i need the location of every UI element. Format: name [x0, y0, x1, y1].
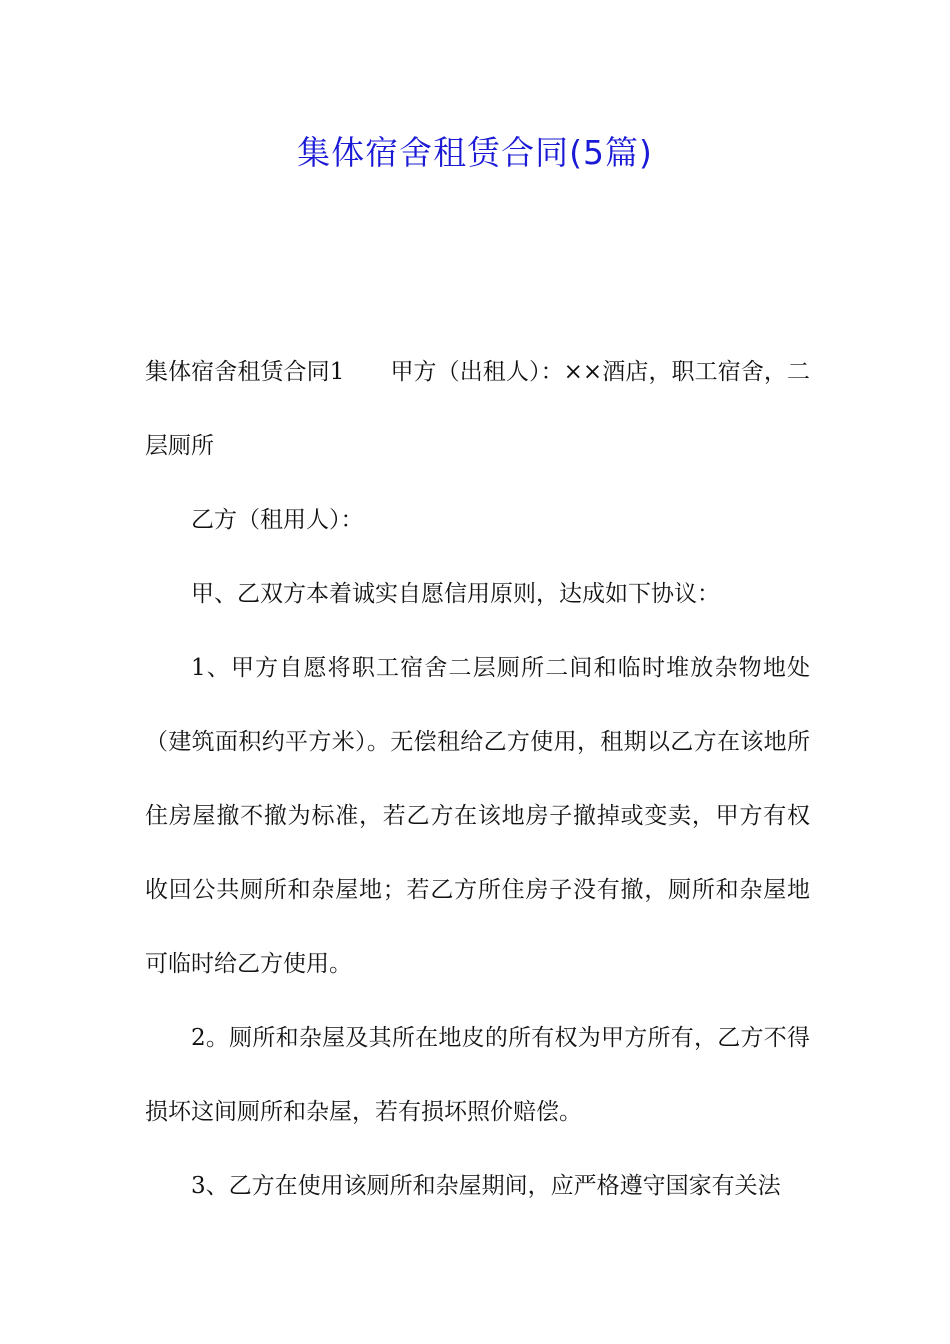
document-body	[145, 335, 810, 1223]
paragraph-lessee: 乙方（租用人）：	[191, 507, 364, 533]
paragraph-clause-2: 2。厕所和杂屋及其所在地皮的所有权为甲方所有，乙方不得损坏这间厕所和杂屋，若有损坏照价赔偿。	[145, 1025, 810, 1125]
document-title: 集体宿舍租赁合同(5篇)	[297, 133, 653, 172]
intro-heading: 集体宿舍租赁合同1	[145, 359, 345, 385]
lessor-text: 甲方（出租人）：××酒店，职工宿舍，二层厕所	[145, 359, 811, 459]
paragraph-clause-1: 1、甲方自愿将职工宿舍二层厕所二间和临时堆放杂物地处（建筑面积约平方米）。无偿租给乙方使用，租期以乙方在该地所住房屋撤不撤为标准，若乙方在该地房子撤掉或变卖，甲方有权收回公共厕所和杂屋地；若乙方所住房子没有撤，厕所和杂屋地可临时给乙方使用。	[145, 655, 810, 977]
paragraph-clause-3: 3、乙方在使用该厕所和杂屋期间，应严格遵守国家有关法	[191, 1173, 781, 1199]
paragraph-lessor	[145, 335, 810, 483]
paragraph-agreement: 甲、乙双方本着诚实自愿信用原则，达成如下协议：	[191, 581, 720, 607]
